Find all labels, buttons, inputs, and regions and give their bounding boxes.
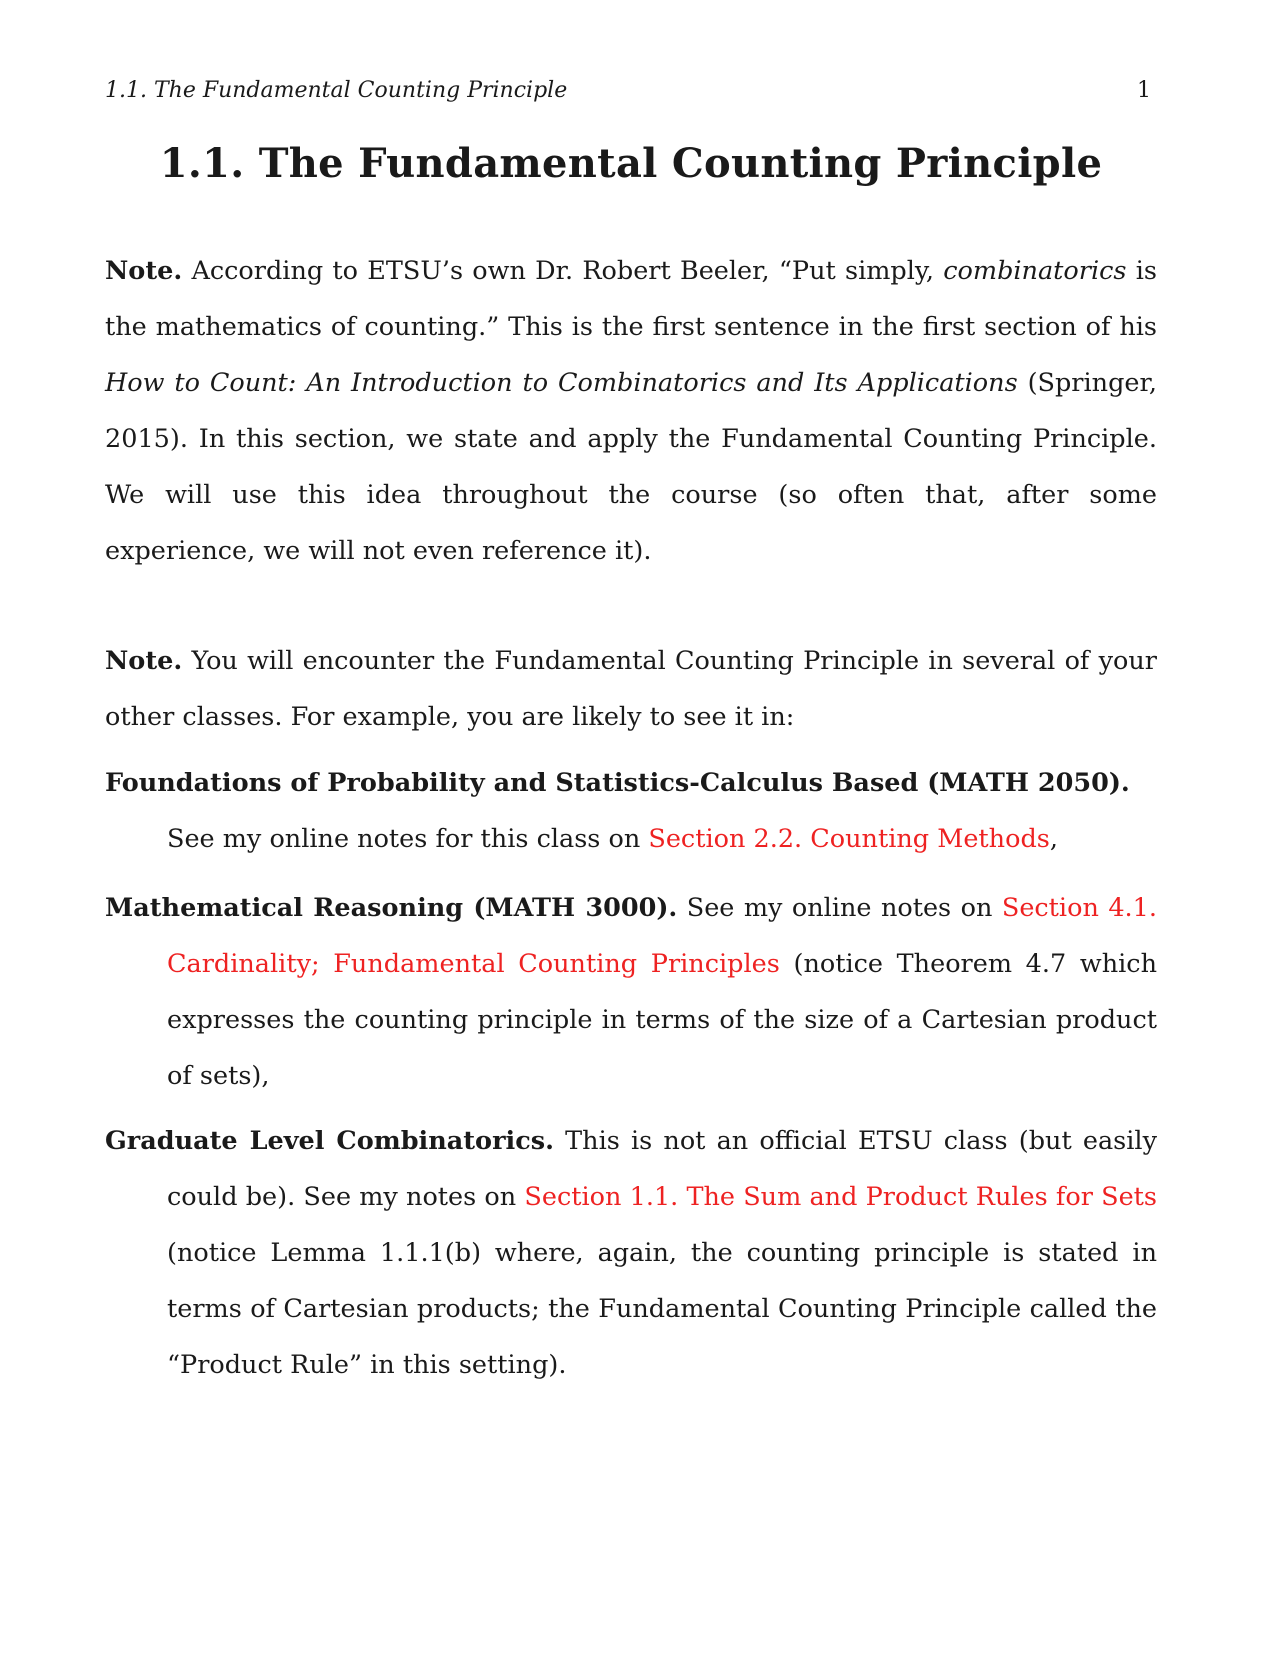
item-text: , <box>1049 824 1058 854</box>
link-section-1-1[interactable]: Section 1.1. The Sum and Product Rules for Sets <box>524 1182 1158 1212</box>
section-title: 1.1. The Fundamental Counting Principle <box>159 140 1103 187</box>
note1-text-1: According to ETSU’s own Dr. Robert Beeler, “Put simply, <box>182 256 944 286</box>
list-item-grad-combinatorics <box>105 1113 1157 1393</box>
note-paragraph-2 <box>105 633 1157 745</box>
item-text: (notice Theorem 4.7 which expresses the counting principle in terms of the size of a Cartesian product of sets), <box>167 949 1158 1091</box>
note1-text-3: (Springer, 2015). In this section, we state and apply the Fundamental Counting Principle. We will use this idea throughout the course (so often that, after some experience, we will not even reference it). <box>105 368 1157 566</box>
list-item-math-3000 <box>105 880 1157 1104</box>
item-heading: Graduate Level Combinatorics. <box>105 1126 554 1156</box>
link-section-2-2[interactable]: Section 2.2. Counting Methods <box>648 824 1050 854</box>
note-label: Note. <box>105 646 183 676</box>
running-head <box>105 78 1157 103</box>
book-title: How to Count: An Introduction to Combinatorics and Its Applications <box>105 368 1018 398</box>
item-text: See my online notes on <box>677 893 1002 923</box>
note-label: Note. <box>105 256 183 286</box>
note1-emphasis: combinatorics <box>943 256 1127 286</box>
page-number: 1 <box>1137 78 1151 103</box>
item-text: (notice Lemma 1.1.1(b) where, again, the counting principle is stated in terms of Cartesian products; the Fundamental Counting Principle called the “Product Rule” in this setting). <box>167 1238 1157 1380</box>
item-text: See my online notes for this class on <box>167 824 649 854</box>
note-paragraph-1 <box>105 243 1157 579</box>
note1-text-2: is the mathematics of counting.” This is the first sentence in the first section of his <box>105 256 1157 342</box>
link-section-4-1[interactable]: Section 4.1. Cardinality; Fundamental Counting Principles <box>167 893 1157 979</box>
list-item-math-2050 <box>105 755 1157 867</box>
item-heading: Foundations of Probability and Statistics-Calculus Based (MATH 2050). <box>105 768 1130 798</box>
running-head-title: 1.1. The Fundamental Counting Principle <box>105 78 568 103</box>
item-heading: Mathematical Reasoning (MATH 3000). <box>105 893 678 923</box>
note2-text: You will encounter the Fundamental Counting Principle in several of your other classes. For example, you are likely to see it in: <box>105 646 1157 732</box>
item-text: This is not an official ETSU class (but easily could be). See my notes on <box>167 1126 1157 1212</box>
